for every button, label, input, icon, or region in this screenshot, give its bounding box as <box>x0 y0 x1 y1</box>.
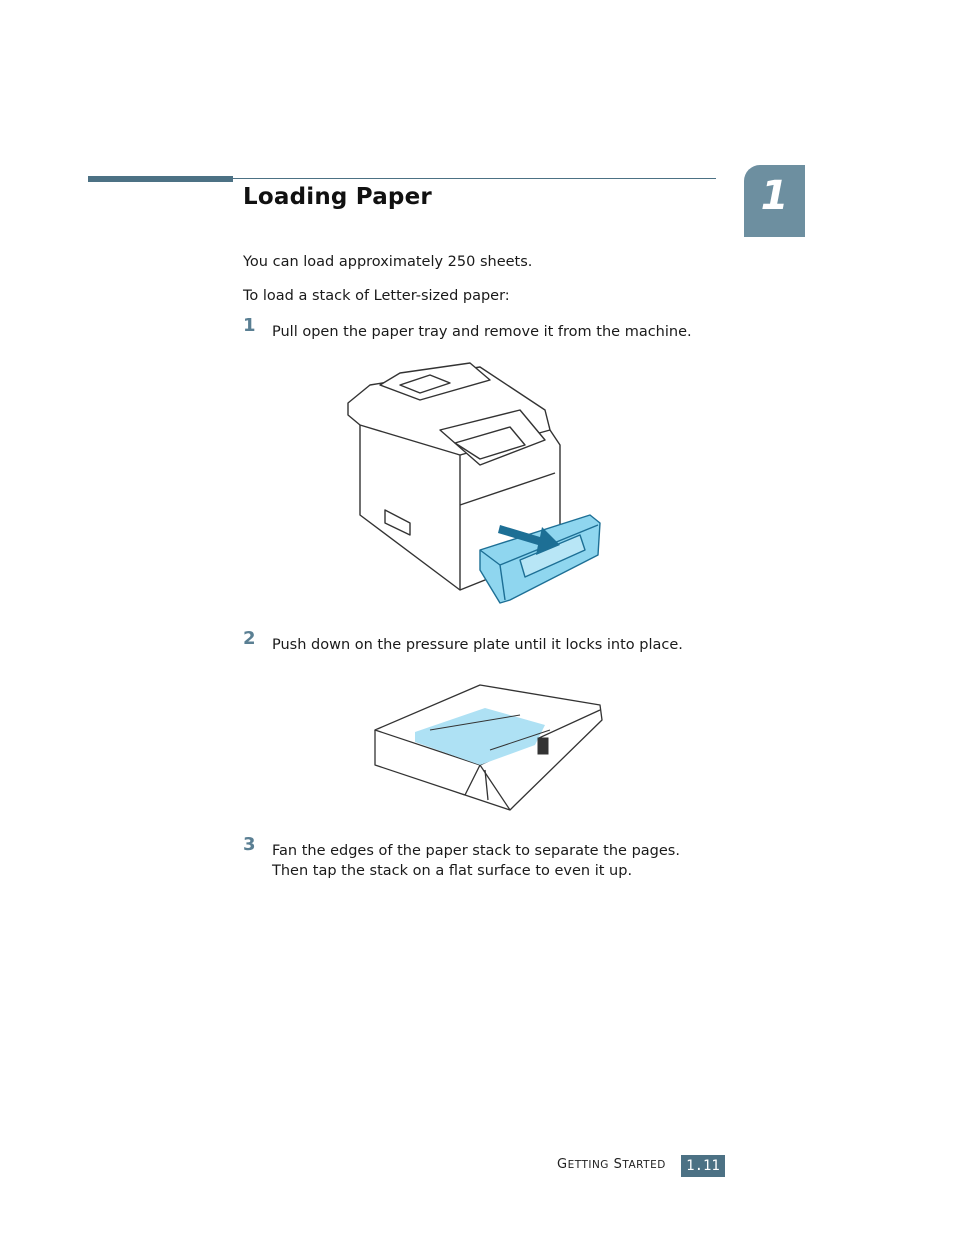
chapter-tab <box>744 165 805 237</box>
paper-tray-illustration <box>370 670 610 815</box>
step-number: 1 <box>243 315 256 336</box>
step-text <box>272 841 680 881</box>
header-rule-thick <box>88 176 233 182</box>
step-line: Then tap the stack on a flat surface to even it up. <box>272 863 633 879</box>
step-line: Pull open the paper tray and remove it from the machine. <box>272 324 692 340</box>
chapter-number: 1 <box>760 173 789 219</box>
step-line: Fan the edges of the paper stack to separate the pages. <box>272 843 680 859</box>
footer-section-title: GETTING STARTED <box>557 1157 666 1172</box>
page-number: 1.11 <box>681 1155 725 1177</box>
step-text <box>272 322 692 342</box>
printer-tray-illustration <box>340 355 610 610</box>
step-number: 2 <box>243 628 256 649</box>
step-number: 3 <box>243 834 256 855</box>
lead-paragraph: To load a stack of Letter-sized paper: <box>243 288 510 304</box>
page-title: Loading Paper <box>243 184 432 210</box>
header-rule-thin <box>233 178 716 179</box>
intro-paragraph: You can load approximately 250 sheets. <box>243 254 533 270</box>
step-line: Push down on the pressure plate until it locks into place. <box>272 637 683 653</box>
step-text <box>272 635 683 655</box>
